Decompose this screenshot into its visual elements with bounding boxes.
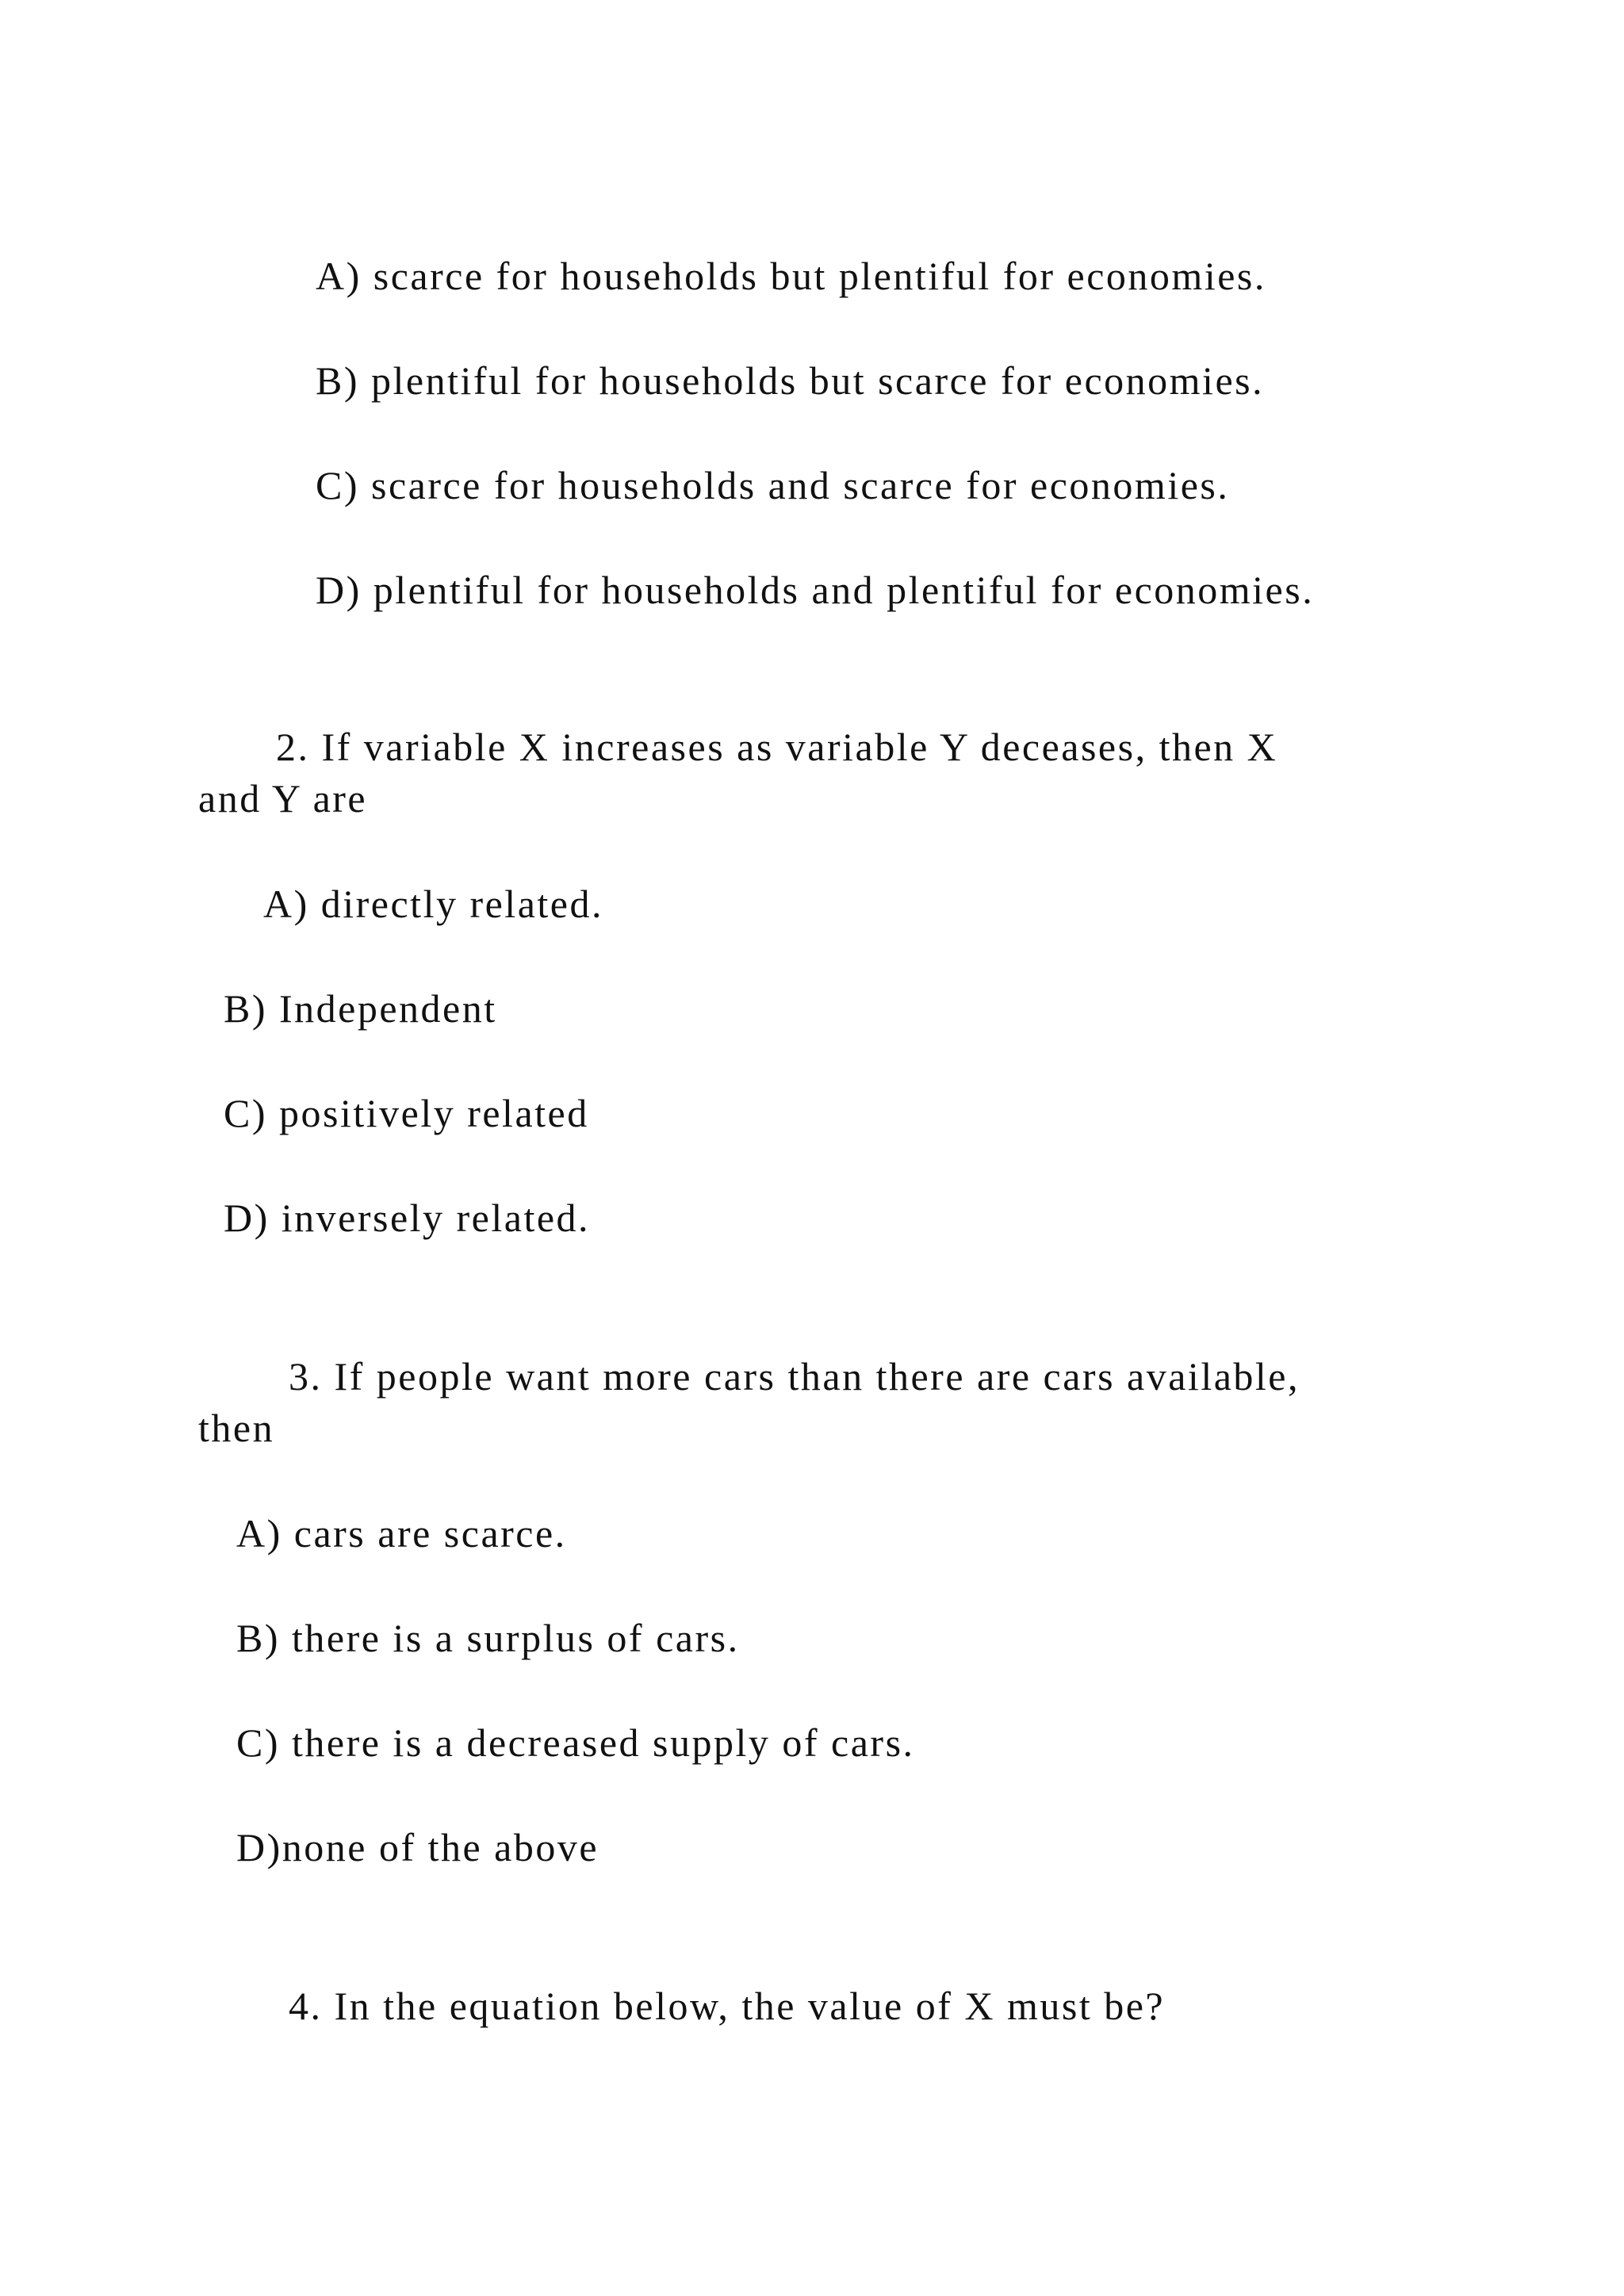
- q1-option-a: A) scarce for households but plentiful for economies.: [316, 254, 1266, 298]
- q2-option-a: A) directly related.: [263, 882, 603, 926]
- q3-option-a: A) cars are scarce.: [236, 1511, 567, 1556]
- q2-option-b: B) Independent: [224, 986, 497, 1031]
- q3-option-c: C) there is a decreased supply of cars.: [236, 1720, 915, 1765]
- q2-stem-line2: and Y are: [198, 776, 368, 821]
- q3-stem-line1: 3. If people want more cars than there are cars available,: [289, 1354, 1300, 1399]
- q3-option-b: B) there is a surplus of cars.: [236, 1616, 740, 1660]
- q2-option-d: D) inversely related.: [224, 1196, 591, 1240]
- q1-option-d: D) plentiful for households and plentiful for economies.: [316, 568, 1315, 612]
- q3-option-d: D)none of the above: [236, 1825, 599, 1869]
- q2-stem-line1: 2. If variable X increases as variable Y deceases, then X: [276, 725, 1278, 769]
- q4-stem: 4. In the equation below, the value of X must be?: [289, 1984, 1166, 2028]
- q1-option-c: C) scarce for households and scarce for economies.: [316, 463, 1230, 507]
- q2-option-c: C) positively related: [224, 1091, 589, 1135]
- q1-option-b: B) plentiful for households but scarce for economies.: [316, 358, 1265, 403]
- q3-stem-line2: then: [198, 1406, 275, 1450]
